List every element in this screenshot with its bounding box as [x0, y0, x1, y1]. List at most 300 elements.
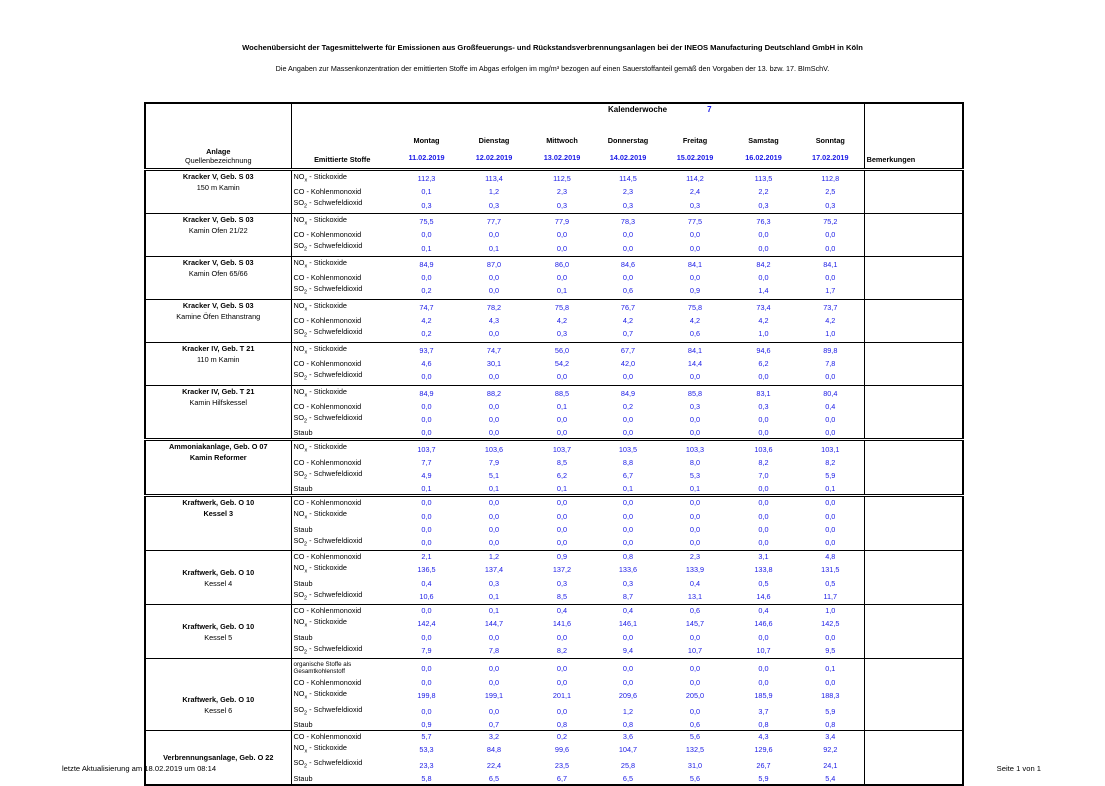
plant-cell: [145, 342, 291, 385]
substance-label: SO: [293, 535, 305, 545]
value-cell: 0,4: [730, 605, 797, 617]
value-cell: 0,3: [622, 200, 634, 210]
remark-cell: [864, 677, 963, 688]
value-cell: 25,8: [620, 760, 636, 770]
value-cell: 0,0: [556, 428, 568, 438]
substance-cell: [291, 483, 393, 496]
value-cell: 0,0: [556, 415, 568, 425]
value-cell: 8,2: [825, 457, 836, 467]
value-cell: 77,5: [660, 213, 730, 229]
value-cell: 144,7: [484, 619, 504, 629]
value-cell: 24,1: [823, 760, 838, 770]
value-cell: 0,1: [488, 484, 500, 494]
value-cell: 1,2: [460, 551, 528, 563]
value-cell: 0,0: [488, 706, 500, 716]
value-cell: 13,1: [687, 591, 703, 601]
header-bemerkungen-cell: [864, 103, 963, 170]
value-cell: 3,7: [758, 706, 769, 716]
value-cell: 0,0: [758, 538, 769, 548]
value-cell: 0,0: [556, 273, 568, 283]
col-anlage-label: Anlage: [206, 147, 231, 156]
value-cell: 1,7: [825, 286, 836, 296]
value-cell: 5,9: [825, 706, 836, 716]
value-cell: 141,6: [552, 619, 572, 629]
substance-cell: [291, 186, 393, 197]
day-header: Samstag: [748, 136, 779, 145]
substance-cell: [291, 256, 393, 272]
value-cell: 145,7: [685, 619, 705, 629]
value-cell: 0,0: [622, 415, 634, 425]
value-cell: 0,0: [797, 496, 864, 509]
substance-label: SO: [293, 241, 305, 251]
remark-cell: [864, 213, 963, 229]
value-cell: 84,9: [393, 256, 460, 272]
substance-cell: [291, 299, 393, 315]
value-cell: 53,3: [419, 745, 434, 755]
value-cell: 0,0: [528, 496, 596, 509]
value-cell: 0,0: [488, 286, 500, 296]
remark-cell: [864, 412, 963, 427]
substance-label: CO - Kohlenmonoxid: [293, 457, 362, 467]
value-cell: 5,8: [421, 773, 432, 783]
substance-cell: [291, 468, 393, 483]
value-cell: 84,1: [660, 256, 730, 272]
value-cell: 0,0: [825, 632, 836, 642]
value-cell: 0,0: [689, 706, 701, 716]
value-cell: 0,0: [660, 659, 730, 678]
value-cell: 4,3: [730, 730, 797, 742]
value-cell: 0,5: [825, 578, 836, 588]
value-cell: 77,7: [460, 213, 528, 229]
remark-cell: [864, 186, 963, 197]
value-cell: 14,4: [687, 359, 703, 369]
substance-subscript: x: [304, 568, 308, 575]
value-cell: 133,9: [685, 565, 705, 575]
value-cell: 0,0: [488, 538, 500, 548]
value-cell: 0,0: [758, 415, 769, 425]
substance-subscript: 2: [304, 246, 308, 253]
remark-cell: [864, 468, 963, 483]
value-cell: 0,9: [528, 551, 596, 563]
value-cell: 0,0: [488, 230, 500, 240]
value-cell: 0,7: [488, 719, 500, 729]
value-cell: 0,4: [528, 605, 596, 617]
value-cell: 6,7: [622, 471, 634, 481]
substance-suffix: - Stickoxide: [307, 214, 347, 224]
value-cell: 6,5: [488, 773, 500, 783]
week-header: [393, 103, 864, 120]
substance-subscript: x: [304, 694, 308, 701]
remark-cell: [864, 272, 963, 283]
substance-suffix: - Schwefeldioxid: [307, 704, 363, 714]
value-cell: 0,0: [689, 230, 701, 240]
value-cell: 1,0: [797, 605, 864, 617]
substance-cell: [291, 677, 393, 688]
value-cell: 0,1: [797, 659, 864, 678]
value-cell: 0,0: [421, 632, 432, 642]
substance-cell: [291, 457, 393, 468]
source-name: Kessel 6: [204, 705, 233, 715]
substance-subscript: x: [304, 220, 308, 227]
value-cell: 75,5: [393, 213, 460, 229]
value-cell: 0,0: [421, 401, 432, 411]
value-cell: 0,0: [556, 678, 568, 688]
value-cell: 6,2: [758, 359, 769, 369]
value-cell: 9,4: [622, 645, 634, 655]
value-cell: 0,2: [528, 730, 596, 742]
value-cell: 0,0: [689, 511, 701, 521]
value-cell: 0,0: [488, 511, 500, 521]
value-cell: 0,0: [488, 273, 500, 283]
value-cell: 199,8: [417, 691, 436, 701]
value-cell: 0,0: [758, 428, 769, 438]
plant-name: Kracker IV, Geb. T 21: [182, 343, 255, 353]
value-cell: 87,0: [460, 256, 528, 272]
value-cell: 0,0: [421, 678, 432, 688]
col-quelle-label: Quellenbezeichnung: [184, 156, 252, 165]
substance-suffix: - Schwefeldioxid: [307, 370, 363, 380]
value-cell: 0,0: [622, 372, 634, 382]
substance-label: SO: [293, 198, 305, 208]
value-cell: 0,0: [622, 243, 634, 253]
value-cell: 113,4: [460, 170, 528, 187]
value-cell: 14,6: [756, 591, 771, 601]
substance-cell: [291, 508, 393, 523]
value-cell: 0,3: [488, 200, 500, 210]
value-cell: 0,6: [689, 329, 701, 339]
value-cell: 137,4: [484, 565, 504, 575]
value-cell: 112,3: [393, 170, 460, 187]
value-cell: 4,2: [421, 316, 432, 326]
remark-cell: [864, 508, 963, 523]
value-cell: 76,3: [730, 213, 797, 229]
value-cell: 84,6: [596, 256, 660, 272]
remark-cell: [864, 659, 963, 678]
value-cell: 0,1: [421, 484, 432, 494]
value-cell: 0,1: [421, 187, 432, 197]
value-cell: 0,0: [622, 230, 634, 240]
value-cell: 0,5: [758, 578, 769, 588]
substance-cell: [291, 616, 393, 631]
value-cell: 0,0: [596, 659, 660, 678]
table-row: [145, 605, 963, 617]
value-cell: 0,1: [556, 484, 568, 494]
remark-cell: [864, 358, 963, 369]
remark-cell: [864, 757, 963, 772]
plant-cell: [145, 256, 291, 299]
substance-cell: [291, 401, 393, 412]
substance-suffix: - Stickoxide: [307, 257, 347, 267]
substance-label: SO: [293, 704, 305, 714]
substance-cell: [291, 643, 393, 659]
plant-cell: [145, 605, 291, 659]
value-cell: 112,5: [528, 170, 596, 187]
value-cell: 0,0: [758, 230, 769, 240]
value-cell: 7,9: [488, 457, 500, 467]
substance-label: SO: [293, 370, 305, 380]
value-cell: 0,0: [689, 524, 701, 534]
value-cell: 10,7: [756, 645, 771, 655]
remark-cell: [864, 427, 963, 440]
substance-cell: [291, 427, 393, 440]
value-cell: 142,4: [417, 619, 436, 629]
value-cell: 84,1: [797, 256, 864, 272]
value-cell: 0,0: [421, 511, 432, 521]
value-cell: 132,5: [685, 745, 705, 755]
value-cell: 0,0: [825, 428, 836, 438]
value-cell: 129,6: [754, 745, 773, 755]
substance-label: CO - Kohlenmonoxid: [293, 359, 362, 369]
remark-cell: [864, 524, 963, 535]
value-cell: 0,0: [460, 659, 528, 678]
value-cell: 201,1: [552, 691, 572, 701]
substance-cell: [291, 440, 393, 457]
value-cell: 0,0: [622, 511, 634, 521]
value-cell: 0,0: [730, 659, 797, 678]
value-cell: 0,1: [488, 243, 500, 253]
table-row: [145, 496, 963, 509]
substance-label: SO: [293, 758, 305, 768]
value-cell: 0,0: [660, 496, 730, 509]
remark-cell: [864, 401, 963, 412]
value-cell: 67,7: [596, 342, 660, 358]
substance-label: CO - Kohlenmonoxid: [293, 230, 362, 240]
substance-label: NO: [293, 742, 305, 752]
substance-subscript: 2: [304, 289, 308, 296]
value-cell: 0,0: [488, 632, 500, 642]
value-cell: 10,7: [687, 645, 703, 655]
value-cell: 0,0: [421, 415, 432, 425]
value-cell: 103,7: [528, 440, 596, 457]
value-cell: 0,0: [421, 230, 432, 240]
remark-cell: [864, 440, 963, 457]
plant-cell: [145, 385, 291, 440]
value-cell: 142,5: [821, 619, 840, 629]
substance-label: SO: [293, 468, 305, 478]
substance-cell: [291, 578, 393, 589]
value-cell: 112,8: [797, 170, 864, 187]
value-cell: 0,0: [488, 678, 500, 688]
value-cell: 84,9: [393, 385, 460, 401]
remark-cell: [864, 704, 963, 719]
substance-subscript: x: [304, 622, 308, 629]
remark-cell: [864, 773, 963, 785]
substance-label: organische Stoffe als Gesamtkohlenstoff: [293, 661, 352, 676]
value-cell: 6,7: [556, 773, 568, 783]
substance-suffix: - Stickoxide: [307, 442, 347, 452]
date-header: 16.02.2019: [745, 152, 782, 162]
value-cell: 1,0: [825, 329, 836, 339]
substance-label: NO: [293, 386, 305, 396]
remark-cell: [864, 616, 963, 631]
source-name: 110 m Kamin: [197, 354, 240, 364]
remark-cell: [864, 256, 963, 272]
value-cell: 3,2: [460, 730, 528, 742]
substance-cell: [291, 742, 393, 757]
value-cell: 0,3: [556, 578, 568, 588]
substance-suffix: - Stickoxide: [307, 617, 347, 627]
source-name: Kamine Öfen Ethanstrang: [176, 311, 261, 321]
substance-subscript: 2: [304, 474, 308, 481]
plant-name: Kracker V, Geb. S 03: [182, 172, 254, 181]
value-cell: 0,0: [730, 496, 797, 509]
date-header: 13.02.2019: [543, 152, 581, 162]
value-cell: 7,8: [825, 359, 836, 369]
value-cell: 0,0: [825, 372, 836, 382]
substance-label: Staub: [293, 719, 313, 729]
value-cell: 0,3: [689, 401, 701, 411]
value-cell: 77,9: [528, 213, 596, 229]
value-cell: 8,0: [689, 457, 701, 467]
substance-subscript: 2: [304, 541, 308, 548]
value-cell: 0,1: [421, 243, 432, 253]
value-cell: 26,7: [756, 760, 771, 770]
value-cell: 8,5: [556, 457, 568, 467]
value-cell: 199,1: [484, 691, 504, 701]
value-cell: 103,6: [730, 440, 797, 457]
source-name: 150 m Kamin: [196, 183, 240, 192]
substance-suffix: - Schwefeldioxid: [307, 327, 363, 337]
plant-name: Verbrennungsanlage, Geb. O 22: [163, 752, 274, 762]
substance-label: CO - Kohlenmonoxid: [293, 401, 362, 411]
remark-cell: [864, 385, 963, 401]
remark-cell: [864, 562, 963, 577]
remark-cell: [864, 483, 963, 496]
value-cell: 23,3: [419, 760, 434, 770]
remark-cell: [864, 342, 963, 358]
value-cell: 0,2: [421, 286, 432, 296]
value-cell: 7,9: [421, 645, 432, 655]
substance-cell: [291, 213, 393, 229]
value-cell: 131,5: [821, 565, 840, 575]
value-cell: 0,0: [556, 511, 568, 521]
value-cell: 0,0: [622, 538, 634, 548]
value-cell: 3,4: [797, 730, 864, 742]
plant-name: Ammoniakanlage, Geb. O 07: [168, 442, 268, 452]
table-row: [145, 385, 963, 401]
value-cell: 75,8: [528, 299, 596, 315]
remark-cell: [864, 535, 963, 551]
substance-subscript: x: [304, 514, 308, 521]
value-cell: 0,8: [758, 719, 769, 729]
substance-label: CO - Kohlenmonoxid: [293, 316, 362, 326]
value-cell: 0,0: [758, 632, 769, 642]
value-cell: 0,0: [825, 511, 836, 521]
remark-cell: [864, 719, 963, 731]
plant-name: Kracker V, Geb. S 03: [182, 300, 254, 310]
plant-cell: [145, 730, 291, 784]
source-name: Kamin Ofen 65/66: [188, 268, 248, 278]
remark-cell: [864, 326, 963, 342]
value-cell: 5,6: [660, 730, 730, 742]
value-cell: 0,0: [556, 372, 568, 382]
value-cell: 86,0: [528, 256, 596, 272]
value-cell: 0,7: [622, 329, 634, 339]
remark-cell: [864, 170, 963, 187]
value-cell: 0,4: [825, 401, 836, 411]
value-cell: 0,0: [421, 372, 432, 382]
value-cell: 3,1: [730, 551, 797, 563]
header-anlage-cell: [145, 103, 291, 170]
value-cell: 4,2: [758, 316, 769, 326]
value-cell: 3,6: [596, 730, 660, 742]
value-cell: 1,2: [488, 187, 500, 197]
plant-name: Kracker V, Geb. S 03: [182, 214, 254, 224]
value-cell: 0,1: [460, 605, 528, 617]
substance-label: Staub: [293, 428, 313, 438]
substance-subscript: x: [304, 748, 308, 755]
remark-cell: [864, 730, 963, 742]
substance-cell: [291, 632, 393, 643]
value-cell: 0,0: [758, 273, 769, 283]
value-cell: 85,8: [660, 385, 730, 401]
day-header: Montag: [413, 136, 440, 145]
substance-suffix: - Stickoxide: [307, 742, 347, 752]
value-cell: 0,0: [556, 524, 568, 534]
substance-label: NO: [293, 257, 305, 267]
date-header: 14.02.2019: [609, 152, 647, 162]
value-cell: 5,7: [393, 730, 460, 742]
substance-label: NO: [293, 214, 305, 224]
value-cell: 5,3: [689, 471, 701, 481]
value-cell: 0,0: [393, 605, 460, 617]
substance-label: NO: [293, 343, 305, 353]
value-cell: 0,0: [488, 329, 500, 339]
substance-cell: [291, 272, 393, 283]
value-cell: 0,3: [556, 200, 568, 210]
value-cell: 1,0: [758, 329, 769, 339]
value-cell: 0,0: [421, 538, 432, 548]
value-cell: 103,3: [660, 440, 730, 457]
value-cell: 0,9: [421, 719, 432, 729]
substance-label: NO: [293, 172, 305, 181]
value-cell: 0,0: [393, 659, 460, 678]
substance-cell: [291, 589, 393, 605]
value-cell: 93,7: [393, 342, 460, 358]
value-cell: 103,7: [393, 440, 460, 457]
value-cell: 0,0: [758, 511, 769, 521]
value-cell: 0,0: [758, 372, 769, 382]
value-cell: 0,0: [689, 243, 701, 253]
table-row: [145, 170, 963, 187]
value-cell: 4,9: [421, 471, 432, 481]
substance-label: NO: [293, 617, 305, 627]
remark-cell: [864, 197, 963, 213]
value-cell: 4,8: [797, 551, 864, 563]
substance-label: CO - Kohlenmonoxid: [293, 678, 362, 688]
source-name: Kessel 3: [203, 509, 234, 519]
value-cell: 0,0: [556, 706, 568, 716]
value-cell: 0,0: [488, 401, 500, 411]
substance-suffix: - Schwefeldioxid: [307, 643, 363, 653]
substance-subscript: 2: [304, 649, 308, 656]
value-cell: 5,1: [488, 471, 500, 481]
value-cell: 0,0: [758, 678, 769, 688]
day-header: Dienstag: [478, 136, 510, 145]
source-name: Kamin Ofen 21/22: [188, 225, 248, 235]
value-cell: 113,5: [730, 170, 797, 187]
value-cell: 0,8: [622, 719, 634, 729]
value-cell: 0,9: [689, 286, 701, 296]
value-cell: 0,8: [825, 719, 836, 729]
substance-label: SO: [293, 284, 305, 294]
value-cell: 0,1: [689, 484, 701, 494]
value-cell: 0,0: [758, 524, 769, 534]
value-cell: 0,3: [758, 200, 769, 210]
remark-cell: [864, 496, 963, 509]
substance-label: SO: [293, 412, 305, 422]
value-cell: 56,0: [528, 342, 596, 358]
